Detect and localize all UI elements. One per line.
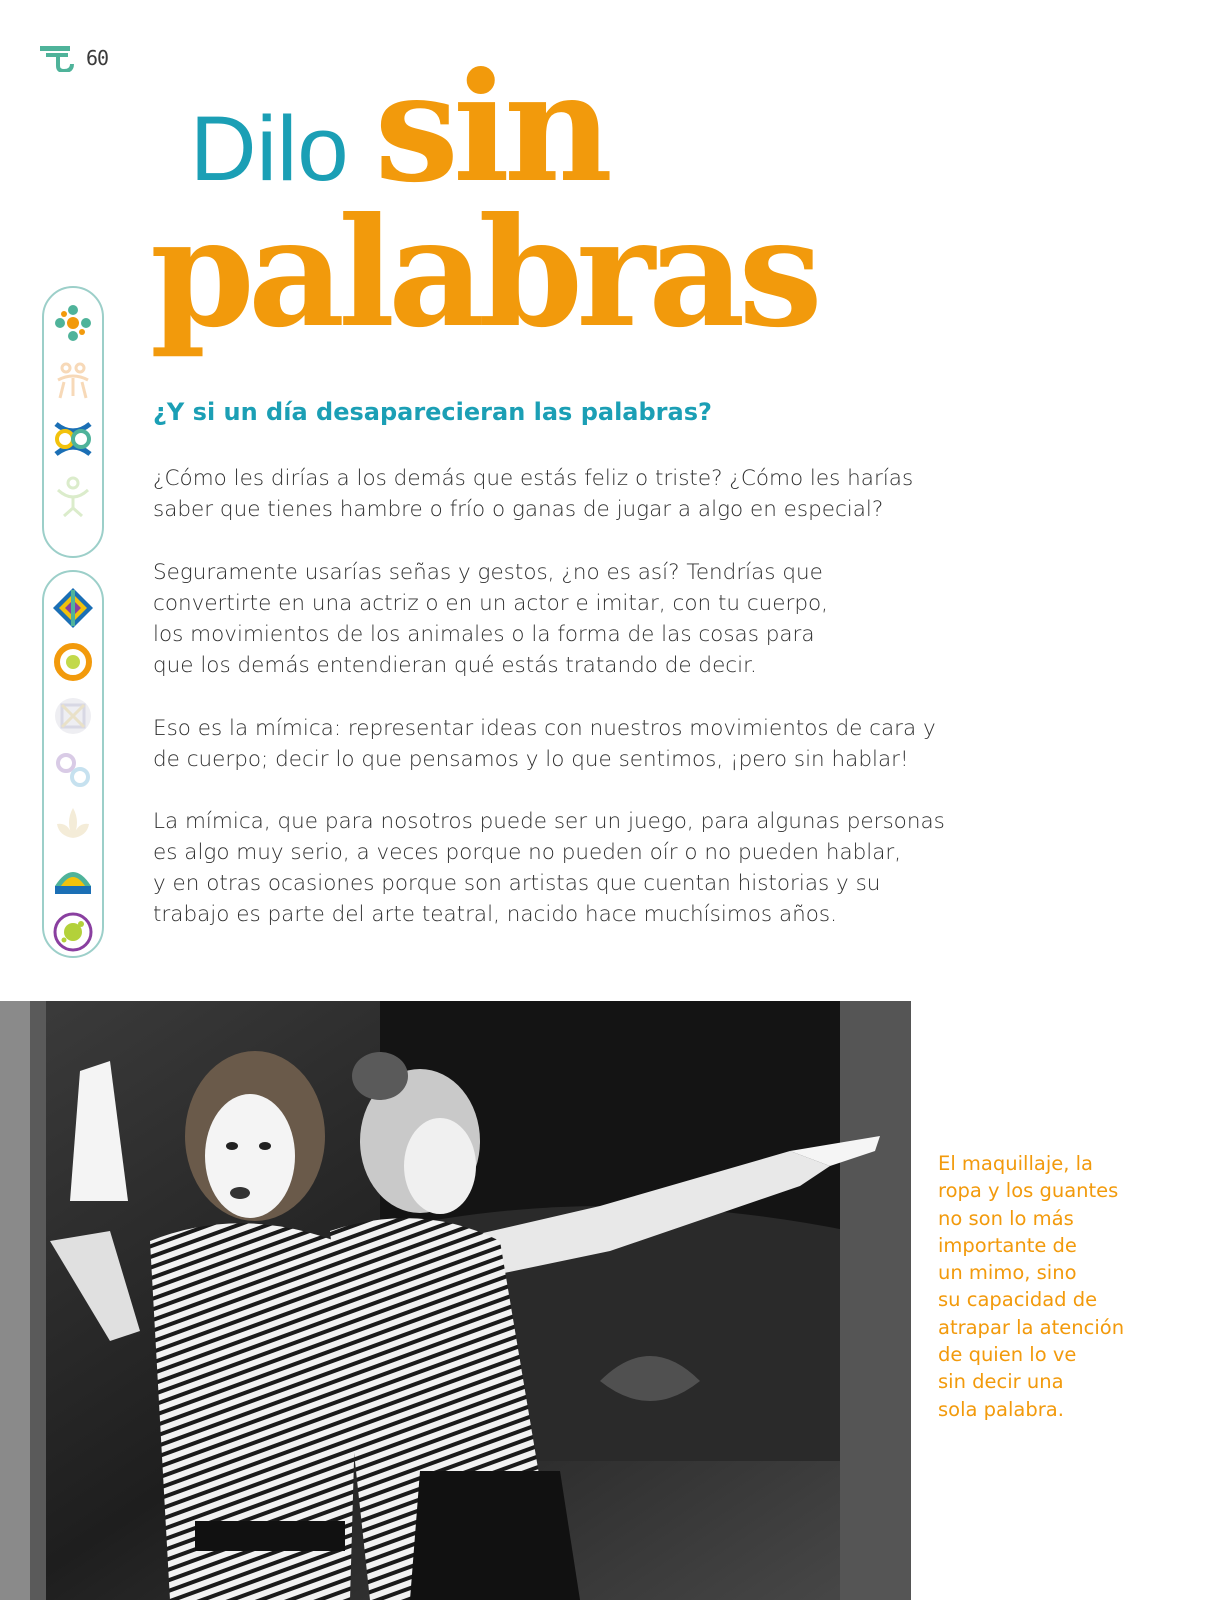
paragraph-line: y en otras ocasiones porque son artistas que cuentan historias y su xyxy=(153,871,881,896)
caption-line: no son lo más xyxy=(938,1206,1074,1230)
faded-dancers-icon xyxy=(50,358,96,404)
faded-square-icon xyxy=(51,694,95,738)
caption-line: atrapar la atención xyxy=(938,1315,1125,1339)
paragraph-line: ¿Cómo les dirías a los demás que estás feliz o triste? ¿Cómo les harías xyxy=(153,466,914,491)
ring-icon xyxy=(51,640,95,684)
page-number-block xyxy=(40,44,108,72)
caption-line: de quien lo ve xyxy=(938,1343,1077,1367)
paragraph-line: convertirte en una actriz o en un actor e imitar, con tu cuerpo, xyxy=(153,591,828,616)
sidebar-bottom-group xyxy=(42,570,104,958)
paragraph-3 xyxy=(153,713,1053,775)
section-question: ¿Y si un día desaparecieran las palabras? xyxy=(153,398,712,426)
flower-icon xyxy=(50,300,96,346)
caption-line: importante de xyxy=(938,1233,1077,1257)
caption-line: ropa y los guantes xyxy=(938,1179,1119,1203)
title-word-dilo: Dilo xyxy=(190,98,349,200)
paragraph-line: es algo muy serio, a veces porque no pueden oír o no pueden hablar, xyxy=(153,840,902,865)
paragraph-line: los movimientos de los animales o la forma de las cosas para xyxy=(153,622,815,647)
paragraph-line: trabajo es parte del arte teatral, nacido hace muchísimos años. xyxy=(153,902,837,927)
paragraph-4 xyxy=(153,806,1053,930)
half-dome-icon xyxy=(51,856,95,900)
paragraph-line: que los demás entendieran qué estás tratando de decir. xyxy=(153,653,757,678)
paragraph-line: Eso es la mímica: representar ideas con nuestros movimientos de cara y xyxy=(153,716,936,741)
caption-line: su capacidad de xyxy=(938,1288,1098,1312)
paragraph-line: de cuerpo; decir lo que pensamos y lo que sentimos, ¡pero sin hablar! xyxy=(153,747,909,772)
faded-chain-icon xyxy=(51,748,95,792)
caption-line: sola palabra. xyxy=(938,1397,1064,1421)
photo-caption xyxy=(938,1150,1188,1423)
caption-line: un mimo, sino xyxy=(938,1261,1077,1285)
paragraph-line: saber que tienes hambre o frío o ganas de jugar a algo en especial? xyxy=(153,497,884,522)
paragraph-2 xyxy=(153,557,1053,681)
mimes-illustration xyxy=(0,1001,911,1600)
linked-figures-icon xyxy=(50,416,96,462)
sidebar-top-group xyxy=(42,286,104,558)
title-word-sin: sin xyxy=(374,40,607,216)
title-word-palabras: palabras xyxy=(150,185,816,361)
caption-line: El maquillaje, la xyxy=(938,1152,1094,1175)
faded-figure-icon xyxy=(50,474,96,520)
book-logo-icon xyxy=(40,44,78,72)
page-number: 60 xyxy=(86,46,109,70)
faded-lotus-icon xyxy=(51,802,95,846)
paragraph-line: La mímica, que para nosotros puede ser un juego, para algunas personas xyxy=(153,809,945,834)
caption-line: sin decir una xyxy=(938,1370,1064,1394)
splash-circle-icon xyxy=(51,910,95,954)
mimes-photo xyxy=(0,1001,911,1600)
paragraph-1 xyxy=(153,463,1053,525)
paragraph-line: Seguramente usarías señas y gestos, ¿no es así? Tendrías que xyxy=(153,560,823,585)
diamond-arrows-icon xyxy=(51,586,95,630)
